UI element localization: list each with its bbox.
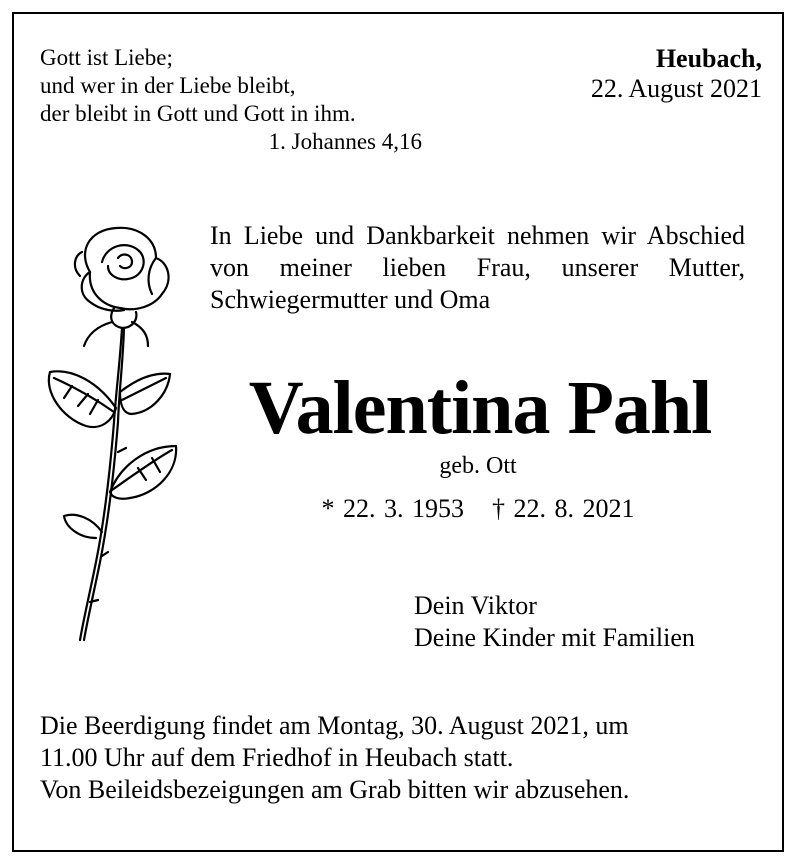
- signer-2: Deine Kinder mit Familien: [414, 623, 695, 652]
- notice-line-1: Die Beerdigung findet am Montag, 30. August 2021, um: [40, 711, 629, 740]
- verse-reference: 1. Johannes 4,16: [268, 129, 422, 154]
- signers: [414, 590, 695, 654]
- signer-1: Dein Viktor: [414, 591, 537, 620]
- maiden-name: geb. Ott: [439, 453, 517, 479]
- place-date: [591, 44, 762, 104]
- verse-line-2: und wer in der Liebe bleibt,: [40, 73, 296, 98]
- intro-text: In Liebe und Dankbarkeit nehmen wir Abschied von meiner lieben Frau, unserer Mutter, Schwiegermutter und Oma: [210, 221, 745, 314]
- place-name: Heubach,: [655, 44, 762, 73]
- publication-date: 22. August 2021: [590, 74, 762, 103]
- life-dates: [0, 494, 800, 524]
- notice-line-2: 11.00 Uhr auf dem Friedhof in Heubach statt.: [40, 743, 514, 772]
- bible-verse: [40, 44, 440, 156]
- death-date: † 22. 8. 2021: [492, 494, 635, 523]
- notice-line-3: Von Beileidsbezeigungen am Grab bitten wir abzusehen.: [40, 775, 630, 804]
- birth-date: * 22. 3. 1953: [321, 494, 464, 523]
- verse-line-3: der bleibt in Gott und Gott in ihm.: [40, 101, 356, 126]
- verse-line-1: Gott ist Liebe;: [40, 45, 173, 70]
- deceased-name: Valentina Pahl: [248, 366, 712, 450]
- funeral-notice: [40, 710, 760, 806]
